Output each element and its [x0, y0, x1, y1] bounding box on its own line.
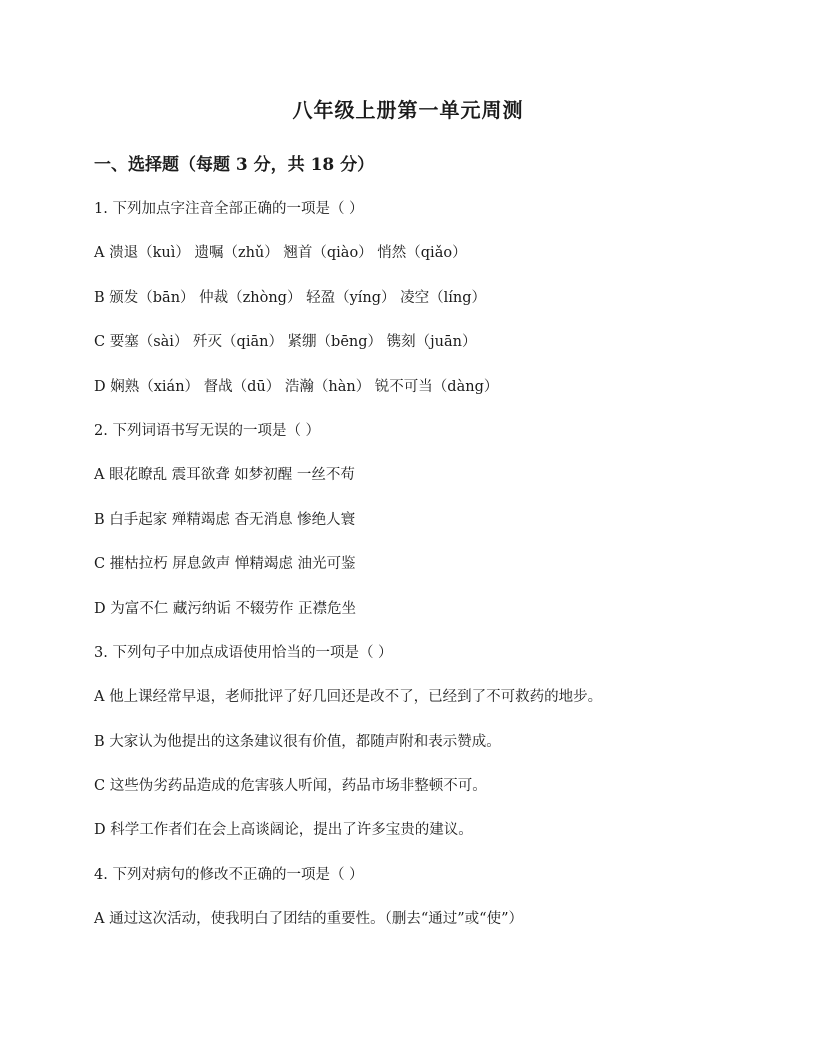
question-2-option-c: C 摧枯拉朽 屏息敛声 惮精竭虑 油光可鉴 [94, 556, 356, 573]
question-2-stem: 2. 下列词语书写无误的一项是（ ） [94, 422, 321, 439]
question-3-option-c: C 这些伪劣药品造成的危害骇人听闻，药品市场非整顿不可。 [94, 778, 487, 795]
section-heading: 一、选择题（每题 3 分，共 18 分） [94, 155, 375, 175]
question-1-option-c: C 要塞（sài） 歼灭（qiān） 紧绷（bēng） 镌刻（juān） [94, 334, 477, 351]
page-title: 八年级上册第一单元周测 [292, 98, 524, 122]
question-3-option-a: A 他上课经常早退，老师批评了好几回还是改不了，已经到了不可救药的地步。 [94, 689, 603, 706]
question-3-option-d: D 科学工作者们在会上高谈阔论，提出了许多宝贵的建议。 [94, 822, 473, 839]
question-4-stem: 4. 下列对病句的修改不正确的一项是（ ） [94, 866, 364, 883]
question-list [94, 198, 784, 953]
question-2-option-d: D 为富不仁 藏污纳诟 不辍劳作 正襟危坐 [94, 600, 357, 617]
question-1-option-b: B 颁发（bān） 仲裁（zhòng） 轻盈（yíng） 凌空（líng） [94, 289, 487, 306]
question-4-option-a: A 通过这次活动，使我明白了团结的重要性。（删去“通过”或“使”） [94, 911, 523, 928]
question-2-option-b: B 白手起家 殚精竭虑 杳无消息 惨绝人寰 [94, 511, 356, 528]
question-1-option-a: A 溃退（kuì） 遗嘱（zhǔ） 翘首（qiào） 悄然（qiǎo） [94, 245, 467, 262]
question-1-option-d: D 娴熟（xián） 督战（dū） 浩瀚（hàn） 锐不可当（dàng） [94, 378, 499, 395]
question-3-stem: 3. 下列句子中加点成语使用恰当的一项是（ ） [94, 644, 393, 661]
question-1-stem: 1. 下列加点字注音全部正确的一项是（ ） [94, 201, 364, 217]
question-3-option-b: B 大家认为他提出的这条建议很有价值，都随声附和表示赞成。 [94, 733, 501, 750]
question-2-option-a: A 眼花瞭乱 震耳欲聋 如梦初醒 一丝不苟 [94, 467, 355, 484]
